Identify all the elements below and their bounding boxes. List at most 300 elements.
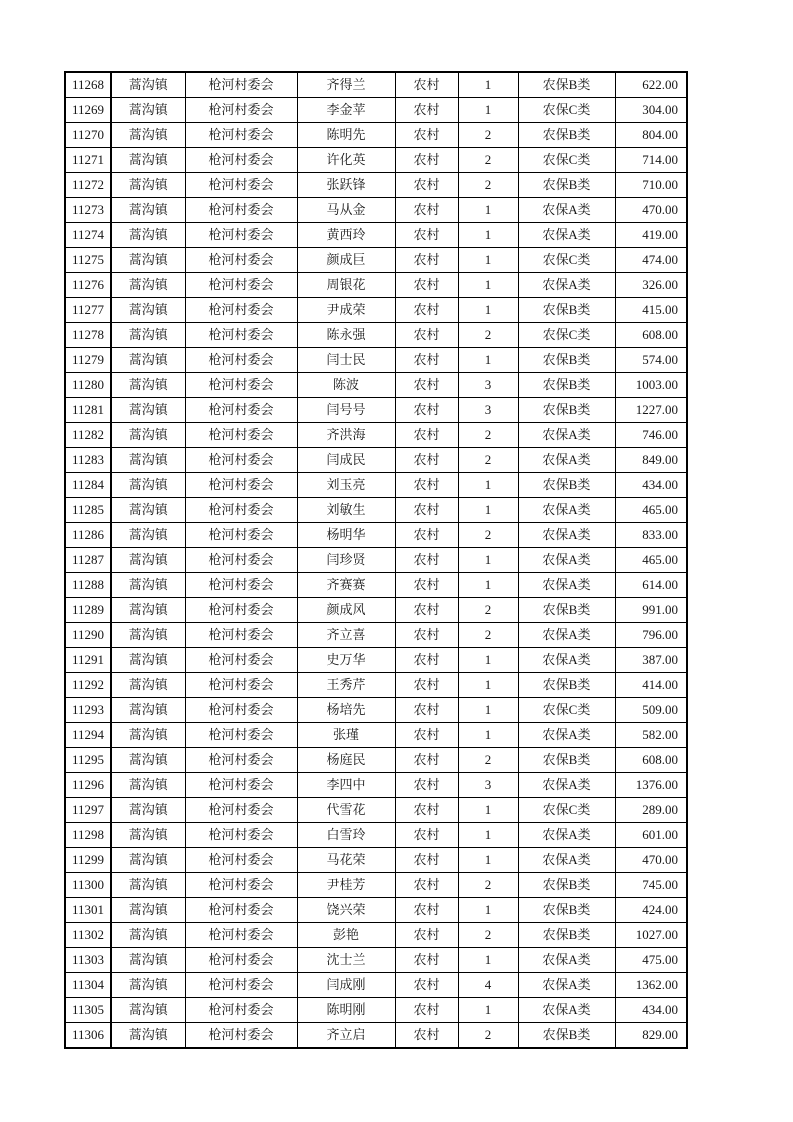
cell-name: 沈士兰 (297, 948, 395, 973)
cell-insurance-category: 农保A类 (518, 848, 615, 873)
cell-town: 蒿沟镇 (111, 698, 185, 723)
cell-insurance-category: 农保A类 (518, 723, 615, 748)
cell-town: 蒿沟镇 (111, 323, 185, 348)
cell-id: 11304 (65, 973, 111, 998)
cell-village: 枪河村委会 (185, 848, 297, 873)
cell-insurance-category: 农保A类 (518, 773, 615, 798)
cell-area-type: 农村 (395, 1023, 458, 1049)
cell-insurance-category: 农保A类 (518, 198, 615, 223)
cell-insurance-category: 农保B类 (518, 473, 615, 498)
cell-person-count: 3 (458, 373, 518, 398)
cell-village: 枪河村委会 (185, 673, 297, 698)
table-row (65, 248, 687, 273)
cell-id: 11283 (65, 448, 111, 473)
table-row (65, 973, 687, 998)
cell-id: 11302 (65, 923, 111, 948)
cell-name: 齐赛赛 (297, 573, 395, 598)
benefits-table (64, 71, 688, 1049)
cell-id: 11296 (65, 773, 111, 798)
cell-town: 蒿沟镇 (111, 173, 185, 198)
cell-id: 11293 (65, 698, 111, 723)
cell-area-type: 农村 (395, 873, 458, 898)
cell-insurance-category: 农保B类 (518, 173, 615, 198)
cell-area-type: 农村 (395, 848, 458, 873)
cell-village: 枪河村委会 (185, 98, 297, 123)
benefits-table-body (65, 72, 687, 1048)
cell-person-count: 1 (458, 198, 518, 223)
cell-id: 11297 (65, 798, 111, 823)
cell-town: 蒿沟镇 (111, 848, 185, 873)
table-row (65, 598, 687, 623)
cell-name: 齐立喜 (297, 623, 395, 648)
cell-amount: 415.00 (615, 298, 687, 323)
table-row (65, 773, 687, 798)
cell-area-type: 农村 (395, 223, 458, 248)
table-row (65, 823, 687, 848)
cell-village: 枪河村委会 (185, 123, 297, 148)
cell-amount: 601.00 (615, 823, 687, 848)
cell-town: 蒿沟镇 (111, 548, 185, 573)
cell-area-type: 农村 (395, 523, 458, 548)
cell-village: 枪河村委会 (185, 973, 297, 998)
cell-amount: 849.00 (615, 448, 687, 473)
cell-area-type: 农村 (395, 998, 458, 1023)
cell-name: 颜成风 (297, 598, 395, 623)
cell-amount: 991.00 (615, 598, 687, 623)
cell-name: 饶兴荣 (297, 898, 395, 923)
cell-amount: 419.00 (615, 223, 687, 248)
cell-town: 蒿沟镇 (111, 873, 185, 898)
cell-amount: 434.00 (615, 998, 687, 1023)
cell-person-count: 1 (458, 548, 518, 573)
cell-area-type: 农村 (395, 698, 458, 723)
cell-person-count: 1 (458, 98, 518, 123)
cell-name: 史万华 (297, 648, 395, 673)
table-row (65, 98, 687, 123)
cell-town: 蒿沟镇 (111, 898, 185, 923)
cell-insurance-category: 农保A类 (518, 548, 615, 573)
cell-name: 闫士民 (297, 348, 395, 373)
cell-insurance-category: 农保A类 (518, 273, 615, 298)
cell-person-count: 1 (458, 798, 518, 823)
cell-town: 蒿沟镇 (111, 573, 185, 598)
cell-area-type: 农村 (395, 773, 458, 798)
cell-person-count: 1 (458, 248, 518, 273)
cell-amount: 509.00 (615, 698, 687, 723)
cell-village: 枪河村委会 (185, 623, 297, 648)
cell-insurance-category: 农保A类 (518, 573, 615, 598)
cell-amount: 1227.00 (615, 398, 687, 423)
cell-person-count: 1 (458, 72, 518, 98)
cell-village: 枪河村委会 (185, 223, 297, 248)
cell-village: 枪河村委会 (185, 823, 297, 848)
cell-insurance-category: 农保B类 (518, 398, 615, 423)
cell-person-count: 4 (458, 973, 518, 998)
cell-town: 蒿沟镇 (111, 448, 185, 473)
cell-person-count: 1 (458, 898, 518, 923)
table-row (65, 698, 687, 723)
table-row (65, 398, 687, 423)
table-row (65, 223, 687, 248)
cell-insurance-category: 农保B类 (518, 673, 615, 698)
table-row (65, 173, 687, 198)
cell-person-count: 2 (458, 1023, 518, 1049)
cell-village: 枪河村委会 (185, 448, 297, 473)
cell-amount: 414.00 (615, 673, 687, 698)
cell-area-type: 农村 (395, 823, 458, 848)
cell-town: 蒿沟镇 (111, 273, 185, 298)
cell-village: 枪河村委会 (185, 923, 297, 948)
cell-insurance-category: 农保B类 (518, 873, 615, 898)
table-row (65, 798, 687, 823)
cell-area-type: 农村 (395, 673, 458, 698)
cell-town: 蒿沟镇 (111, 72, 185, 98)
cell-person-count: 2 (458, 748, 518, 773)
table-row (65, 573, 687, 598)
cell-village: 枪河村委会 (185, 348, 297, 373)
cell-name: 闫珍贤 (297, 548, 395, 573)
cell-town: 蒿沟镇 (111, 298, 185, 323)
cell-name: 许化英 (297, 148, 395, 173)
cell-name: 刘敏生 (297, 498, 395, 523)
cell-area-type: 农村 (395, 573, 458, 598)
cell-insurance-category: 农保B类 (518, 348, 615, 373)
cell-town: 蒿沟镇 (111, 823, 185, 848)
cell-name: 李四中 (297, 773, 395, 798)
cell-id: 11291 (65, 648, 111, 673)
cell-id: 11269 (65, 98, 111, 123)
cell-insurance-category: 农保B类 (518, 1023, 615, 1049)
cell-id: 11277 (65, 298, 111, 323)
cell-amount: 289.00 (615, 798, 687, 823)
cell-village: 枪河村委会 (185, 698, 297, 723)
cell-id: 11281 (65, 398, 111, 423)
table-row (65, 723, 687, 748)
cell-town: 蒿沟镇 (111, 673, 185, 698)
cell-person-count: 2 (458, 873, 518, 898)
cell-amount: 465.00 (615, 498, 687, 523)
cell-village: 枪河村委会 (185, 298, 297, 323)
cell-name: 尹成荣 (297, 298, 395, 323)
table-row (65, 72, 687, 98)
cell-area-type: 农村 (395, 72, 458, 98)
cell-village: 枪河村委会 (185, 548, 297, 573)
cell-town: 蒿沟镇 (111, 773, 185, 798)
cell-person-count: 1 (458, 698, 518, 723)
cell-id: 11270 (65, 123, 111, 148)
cell-area-type: 农村 (395, 748, 458, 773)
table-row (65, 123, 687, 148)
cell-name: 周银花 (297, 273, 395, 298)
cell-id: 11284 (65, 473, 111, 498)
cell-name: 齐立启 (297, 1023, 395, 1049)
cell-amount: 387.00 (615, 648, 687, 673)
cell-town: 蒿沟镇 (111, 723, 185, 748)
cell-amount: 710.00 (615, 173, 687, 198)
cell-town: 蒿沟镇 (111, 473, 185, 498)
cell-village: 枪河村委会 (185, 173, 297, 198)
cell-town: 蒿沟镇 (111, 923, 185, 948)
cell-person-count: 1 (458, 473, 518, 498)
cell-insurance-category: 农保C类 (518, 798, 615, 823)
cell-id: 11279 (65, 348, 111, 373)
cell-name: 闫成刚 (297, 973, 395, 998)
cell-village: 枪河村委会 (185, 523, 297, 548)
cell-amount: 829.00 (615, 1023, 687, 1049)
cell-town: 蒿沟镇 (111, 248, 185, 273)
table-row (65, 898, 687, 923)
cell-area-type: 农村 (395, 473, 458, 498)
cell-village: 枪河村委会 (185, 598, 297, 623)
cell-id: 11272 (65, 173, 111, 198)
cell-amount: 608.00 (615, 748, 687, 773)
cell-village: 枪河村委会 (185, 198, 297, 223)
cell-amount: 470.00 (615, 848, 687, 873)
cell-village: 枪河村委会 (185, 1023, 297, 1049)
cell-village: 枪河村委会 (185, 248, 297, 273)
cell-id: 11295 (65, 748, 111, 773)
table-row (65, 1023, 687, 1049)
cell-person-count: 3 (458, 398, 518, 423)
table-row (65, 373, 687, 398)
cell-id: 11271 (65, 148, 111, 173)
cell-amount: 804.00 (615, 123, 687, 148)
cell-amount: 833.00 (615, 523, 687, 548)
cell-amount: 622.00 (615, 72, 687, 98)
cell-town: 蒿沟镇 (111, 748, 185, 773)
cell-insurance-category: 农保A类 (518, 623, 615, 648)
cell-town: 蒿沟镇 (111, 198, 185, 223)
cell-amount: 574.00 (615, 348, 687, 373)
cell-name: 颜成巨 (297, 248, 395, 273)
cell-town: 蒿沟镇 (111, 373, 185, 398)
cell-id: 11303 (65, 948, 111, 973)
cell-person-count: 2 (458, 623, 518, 648)
cell-id: 11294 (65, 723, 111, 748)
cell-village: 枪河村委会 (185, 398, 297, 423)
cell-amount: 424.00 (615, 898, 687, 923)
cell-person-count: 1 (458, 998, 518, 1023)
cell-id: 11300 (65, 873, 111, 898)
cell-amount: 475.00 (615, 948, 687, 973)
table-row (65, 423, 687, 448)
cell-amount: 1027.00 (615, 923, 687, 948)
table-row (65, 498, 687, 523)
cell-insurance-category: 农保A类 (518, 498, 615, 523)
table-row (65, 473, 687, 498)
cell-name: 杨庭民 (297, 748, 395, 773)
cell-town: 蒿沟镇 (111, 523, 185, 548)
cell-id: 11290 (65, 623, 111, 648)
cell-insurance-category: 农保A类 (518, 948, 615, 973)
cell-person-count: 1 (458, 948, 518, 973)
cell-area-type: 农村 (395, 373, 458, 398)
cell-town: 蒿沟镇 (111, 1023, 185, 1049)
table-row (65, 623, 687, 648)
cell-person-count: 2 (458, 173, 518, 198)
cell-village: 枪河村委会 (185, 72, 297, 98)
cell-person-count: 2 (458, 423, 518, 448)
table-row (65, 323, 687, 348)
cell-person-count: 1 (458, 848, 518, 873)
cell-area-type: 农村 (395, 323, 458, 348)
cell-person-count: 2 (458, 123, 518, 148)
cell-village: 枪河村委会 (185, 273, 297, 298)
cell-person-count: 2 (458, 323, 518, 348)
cell-town: 蒿沟镇 (111, 398, 185, 423)
cell-amount: 714.00 (615, 148, 687, 173)
table-row (65, 198, 687, 223)
cell-area-type: 农村 (395, 398, 458, 423)
cell-person-count: 3 (458, 773, 518, 798)
cell-amount: 1003.00 (615, 373, 687, 398)
cell-name: 张瑾 (297, 723, 395, 748)
cell-area-type: 农村 (395, 348, 458, 373)
cell-name: 齐得兰 (297, 72, 395, 98)
table-row (65, 923, 687, 948)
cell-person-count: 2 (458, 598, 518, 623)
cell-town: 蒿沟镇 (111, 223, 185, 248)
cell-person-count: 2 (458, 923, 518, 948)
cell-name: 李金苹 (297, 98, 395, 123)
cell-town: 蒿沟镇 (111, 123, 185, 148)
cell-id: 11282 (65, 423, 111, 448)
cell-village: 枪河村委会 (185, 323, 297, 348)
cell-name: 尹桂芳 (297, 873, 395, 898)
cell-id: 11306 (65, 1023, 111, 1049)
cell-person-count: 1 (458, 573, 518, 598)
cell-village: 枪河村委会 (185, 498, 297, 523)
cell-area-type: 农村 (395, 423, 458, 448)
cell-insurance-category: 农保B类 (518, 373, 615, 398)
cell-amount: 1362.00 (615, 973, 687, 998)
cell-person-count: 2 (458, 448, 518, 473)
cell-area-type: 农村 (395, 148, 458, 173)
cell-amount: 796.00 (615, 623, 687, 648)
cell-village: 枪河村委会 (185, 948, 297, 973)
cell-area-type: 农村 (395, 298, 458, 323)
cell-area-type: 农村 (395, 198, 458, 223)
cell-insurance-category: 农保A类 (518, 998, 615, 1023)
cell-town: 蒿沟镇 (111, 973, 185, 998)
cell-insurance-category: 农保C类 (518, 148, 615, 173)
cell-area-type: 农村 (395, 648, 458, 673)
table-row (65, 873, 687, 898)
table-row (65, 998, 687, 1023)
cell-name: 闫成民 (297, 448, 395, 473)
cell-person-count: 1 (458, 823, 518, 848)
cell-person-count: 1 (458, 648, 518, 673)
cell-area-type: 农村 (395, 448, 458, 473)
cell-name: 齐洪海 (297, 423, 395, 448)
cell-person-count: 1 (458, 223, 518, 248)
cell-amount: 582.00 (615, 723, 687, 748)
table-row (65, 448, 687, 473)
cell-town: 蒿沟镇 (111, 423, 185, 448)
cell-town: 蒿沟镇 (111, 998, 185, 1023)
table-row (65, 548, 687, 573)
cell-insurance-category: 农保B类 (518, 598, 615, 623)
cell-village: 枪河村委会 (185, 423, 297, 448)
cell-area-type: 农村 (395, 623, 458, 648)
cell-area-type: 农村 (395, 248, 458, 273)
cell-person-count: 1 (458, 348, 518, 373)
cell-town: 蒿沟镇 (111, 498, 185, 523)
cell-village: 枪河村委会 (185, 798, 297, 823)
cell-insurance-category: 农保B类 (518, 123, 615, 148)
cell-name: 陈明先 (297, 123, 395, 148)
cell-person-count: 1 (458, 498, 518, 523)
cell-amount: 434.00 (615, 473, 687, 498)
cell-insurance-category: 农保B类 (518, 72, 615, 98)
cell-name: 白雪玲 (297, 823, 395, 848)
cell-village: 枪河村委会 (185, 648, 297, 673)
cell-village: 枪河村委会 (185, 748, 297, 773)
cell-amount: 304.00 (615, 98, 687, 123)
table-row (65, 648, 687, 673)
table-row (65, 148, 687, 173)
table-row (65, 273, 687, 298)
cell-area-type: 农村 (395, 973, 458, 998)
cell-name: 代雪花 (297, 798, 395, 823)
cell-person-count: 1 (458, 298, 518, 323)
cell-amount: 746.00 (615, 423, 687, 448)
cell-name: 陈明刚 (297, 998, 395, 1023)
cell-village: 枪河村委会 (185, 723, 297, 748)
cell-id: 11280 (65, 373, 111, 398)
cell-name: 黄西玲 (297, 223, 395, 248)
cell-id: 11299 (65, 848, 111, 873)
cell-amount: 614.00 (615, 573, 687, 598)
cell-name: 杨培先 (297, 698, 395, 723)
cell-person-count: 2 (458, 148, 518, 173)
cell-id: 11292 (65, 673, 111, 698)
cell-id: 11278 (65, 323, 111, 348)
cell-name: 闫号号 (297, 398, 395, 423)
cell-town: 蒿沟镇 (111, 798, 185, 823)
cell-insurance-category: 农保C类 (518, 98, 615, 123)
cell-village: 枪河村委会 (185, 373, 297, 398)
cell-name: 王秀芹 (297, 673, 395, 698)
cell-person-count: 1 (458, 673, 518, 698)
cell-town: 蒿沟镇 (111, 948, 185, 973)
table-row (65, 523, 687, 548)
cell-id: 11301 (65, 898, 111, 923)
cell-area-type: 农村 (395, 123, 458, 148)
cell-village: 枪河村委会 (185, 473, 297, 498)
cell-area-type: 农村 (395, 273, 458, 298)
cell-insurance-category: 农保A类 (518, 973, 615, 998)
cell-amount: 465.00 (615, 548, 687, 573)
cell-town: 蒿沟镇 (111, 348, 185, 373)
cell-area-type: 农村 (395, 723, 458, 748)
cell-insurance-category: 农保A类 (518, 648, 615, 673)
cell-insurance-category: 农保A类 (518, 523, 615, 548)
cell-insurance-category: 农保B类 (518, 898, 615, 923)
cell-name: 彭艳 (297, 923, 395, 948)
table-row (65, 673, 687, 698)
cell-area-type: 农村 (395, 498, 458, 523)
cell-village: 枪河村委会 (185, 773, 297, 798)
cell-village: 枪河村委会 (185, 998, 297, 1023)
cell-amount: 608.00 (615, 323, 687, 348)
cell-id: 11298 (65, 823, 111, 848)
cell-town: 蒿沟镇 (111, 598, 185, 623)
cell-name: 马花荣 (297, 848, 395, 873)
cell-insurance-category: 农保C类 (518, 323, 615, 348)
cell-id: 11285 (65, 498, 111, 523)
cell-town: 蒿沟镇 (111, 98, 185, 123)
